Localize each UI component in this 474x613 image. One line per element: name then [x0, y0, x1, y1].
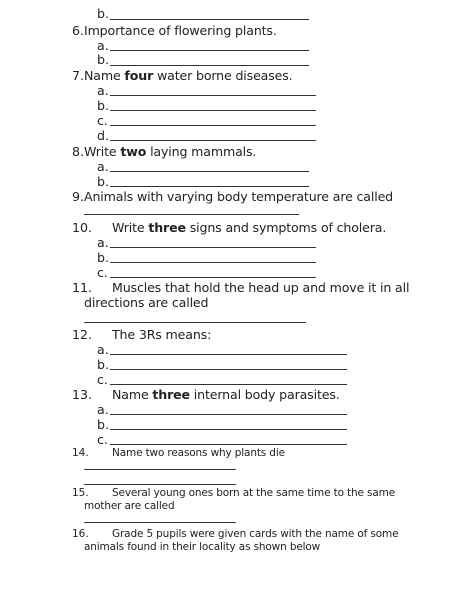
q13-sub-a-label: a.: [97, 402, 109, 417]
q13-emphasis: three: [152, 387, 190, 402]
answer-line[interactable]: [110, 277, 316, 278]
q8-sub-a-label: a.: [97, 159, 109, 174]
answer-line[interactable]: [84, 469, 236, 470]
q14-text: Name two reasons why plants die: [112, 447, 285, 459]
q12-text: The 3Rs means:: [112, 327, 212, 342]
q15-number: 15.: [72, 487, 89, 499]
q10-sub-a-label: a.: [97, 235, 109, 250]
q15-text-line1: Several young ones born at the same time to the same: [112, 487, 396, 499]
q13-number: 13.: [72, 387, 93, 402]
q16-text-line1: Grade 5 pupils were given cards with the name of some: [112, 528, 399, 540]
answer-line[interactable]: [110, 354, 347, 355]
q8-sub-b-label: b.: [97, 174, 109, 189]
q7-sub-a-label: a.: [97, 83, 109, 98]
q10-sub-b-label: b.: [97, 250, 109, 265]
answer-line[interactable]: [110, 247, 316, 248]
q13-sub-b-label: b.: [97, 417, 109, 432]
answer-line[interactable]: [110, 414, 347, 415]
q12-sub-c-label: c.: [97, 372, 108, 387]
q10-text: Write three signs and symptoms of cholera.: [112, 220, 387, 235]
q8-emphasis: two: [120, 144, 147, 159]
q13-sub-c-label: c.: [97, 432, 108, 447]
answer-line[interactable]: [84, 322, 306, 323]
q6-sub-b-label: b.: [97, 52, 109, 67]
q10-sub-c-label: c.: [97, 265, 108, 280]
answer-line[interactable]: [84, 484, 236, 485]
answer-line[interactable]: [84, 522, 236, 523]
answer-line[interactable]: [110, 50, 309, 51]
answer-line[interactable]: [110, 65, 309, 66]
answer-line[interactable]: [110, 140, 316, 141]
answer-line[interactable]: [84, 214, 299, 215]
q15-text-line2: mother are called: [84, 500, 175, 512]
q14-number: 14.: [72, 447, 89, 459]
answer-line[interactable]: [110, 186, 309, 187]
answer-line[interactable]: [110, 384, 347, 385]
answer-line[interactable]: [110, 125, 316, 126]
q6-text: Importance of flowering plants.: [84, 23, 277, 38]
q16-number: 16.: [72, 528, 89, 540]
q9-number: 9.: [72, 189, 85, 204]
q8-text: Write two laying mammals.: [84, 144, 257, 159]
q7-sub-d-label: d.: [97, 128, 109, 143]
answer-line[interactable]: [110, 444, 347, 445]
q9-text: Animals with varying body temperature are called: [84, 189, 394, 204]
answer-line[interactable]: [110, 95, 316, 96]
q7-sub-c-label: c.: [97, 113, 108, 128]
q8-number: 8.: [72, 144, 85, 159]
q11-text-line1: Muscles that hold the head up and move it in all: [112, 280, 410, 295]
answer-line[interactable]: [110, 19, 309, 20]
q13-text: Name three internal body parasites.: [112, 387, 340, 402]
q5-sub-b-label: b.: [97, 6, 109, 21]
q12-number: 12.: [72, 327, 93, 342]
answer-line[interactable]: [110, 262, 316, 263]
answer-line[interactable]: [110, 369, 347, 370]
answer-line[interactable]: [110, 429, 347, 430]
q10-emphasis: three: [148, 220, 186, 235]
q12-sub-b-label: b.: [97, 357, 109, 372]
q7-emphasis: four: [124, 68, 154, 83]
q11-text-line2: directions are called: [84, 295, 209, 310]
q7-number: 7.: [72, 68, 85, 83]
q6-number: 6.: [72, 23, 85, 38]
q12-sub-a-label: a.: [97, 342, 109, 357]
q7-sub-b-label: b.: [97, 98, 109, 113]
q16-text-line2: animals found in their locality as shown below: [84, 541, 321, 553]
q6-sub-a-label: a.: [97, 38, 109, 53]
q7-text: Name four water borne diseases.: [84, 68, 293, 83]
answer-line[interactable]: [110, 171, 309, 172]
q11-number: 11.: [72, 280, 93, 295]
q10-number: 10.: [72, 220, 93, 235]
answer-line[interactable]: [110, 110, 316, 111]
